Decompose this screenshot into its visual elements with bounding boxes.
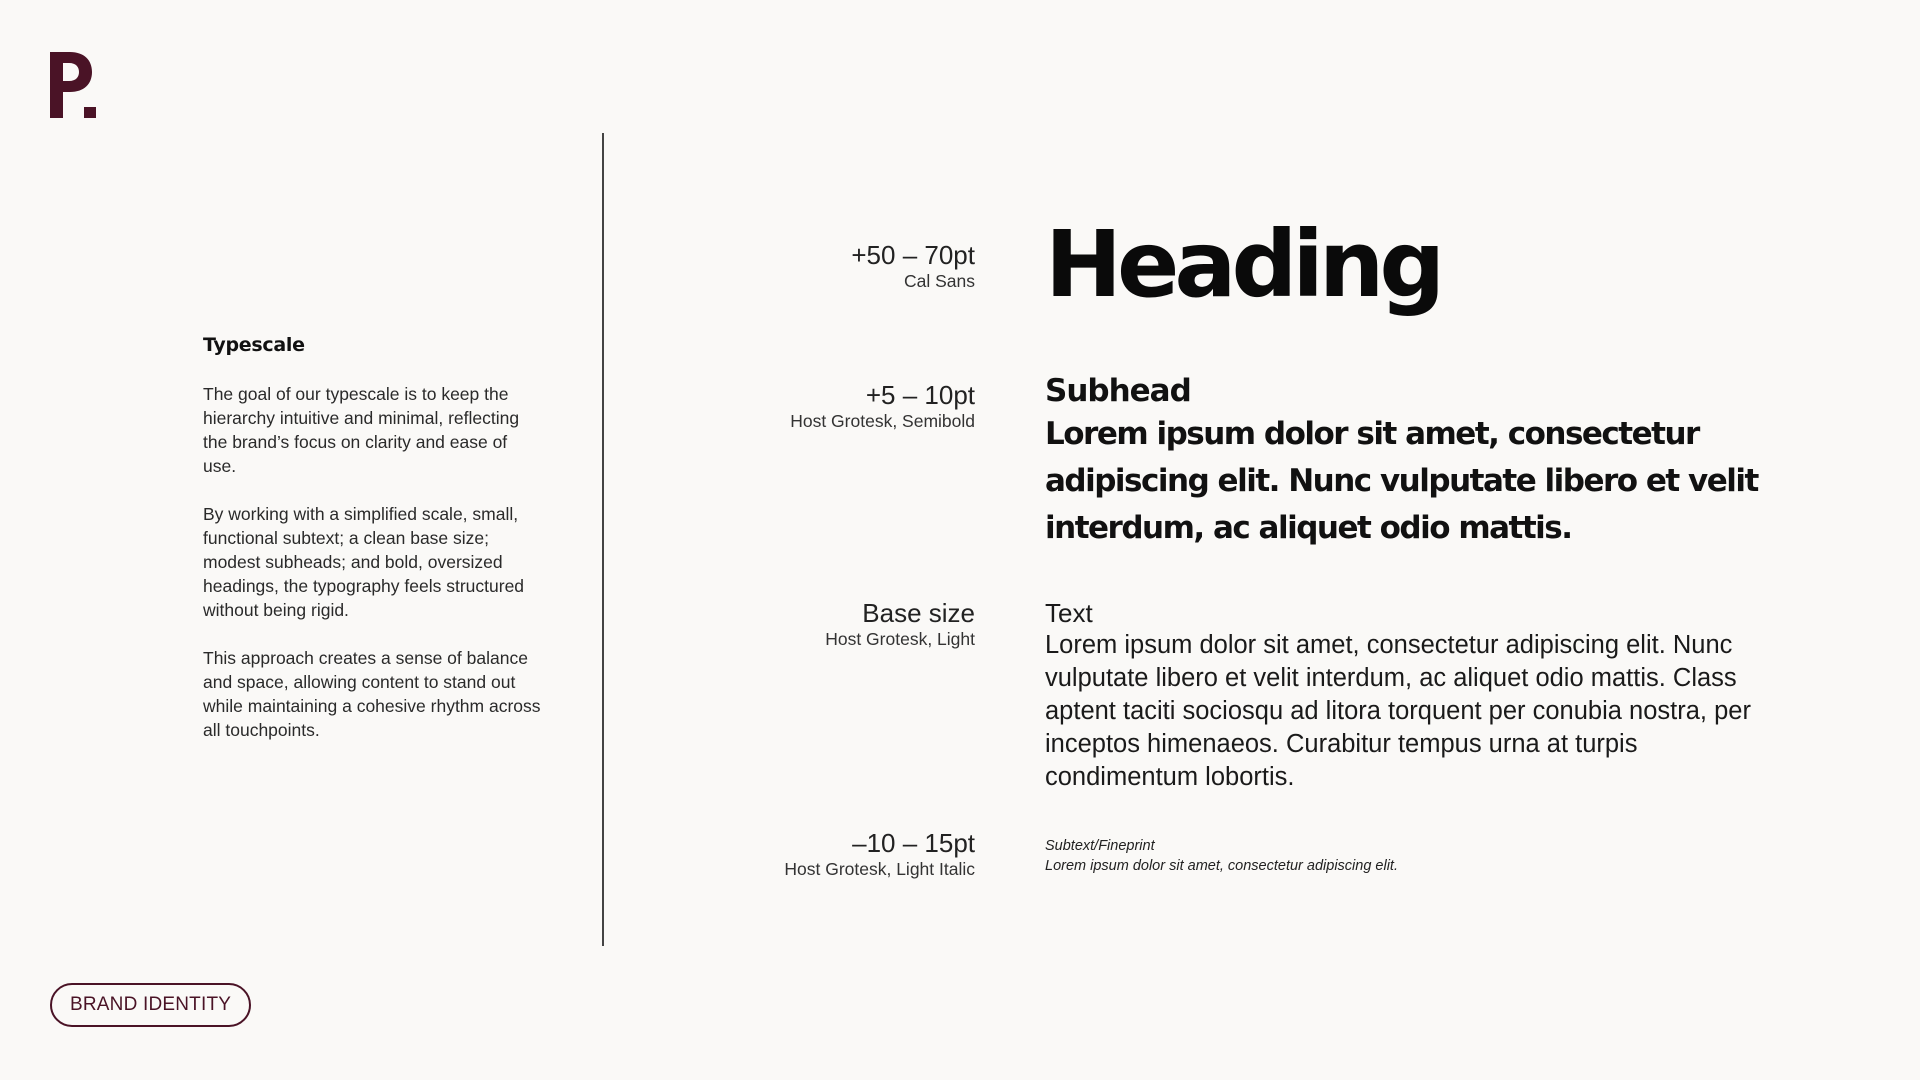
fineprint-spec — [784, 828, 975, 880]
spec-size-label: Base size — [862, 598, 975, 628]
fineprint-sample-title: Subtext/Fineprint — [1045, 838, 1155, 854]
fineprint-sample — [1045, 836, 1765, 876]
subhead-sample-body: Lorem ipsum dolor sit amet, consectetur adipiscing elit. Nunc vulputate libero et velit interdum, ac aliquet odio mattis. — [1045, 416, 1758, 546]
base-size-spec — [825, 598, 975, 650]
fineprint-sample-body: Lorem ipsum dolor sit amet, consectetur adipiscing elit. — [1045, 858, 1398, 874]
text-sample-title: Text — [1045, 598, 1093, 628]
heading-sample-text: Heading — [1045, 211, 1441, 318]
section-title: Typescale — [203, 334, 305, 356]
spec-font-label: Host Grotesk, Light Italic — [784, 859, 975, 879]
spec-size-label: –10 – 15pt — [852, 828, 975, 858]
subhead-spec — [790, 380, 975, 432]
spec-font-label: Host Grotesk, Semibold — [790, 411, 975, 431]
vertical-divider — [602, 133, 604, 946]
p-period-logo-icon — [50, 52, 98, 118]
text-sample-body: Lorem ipsum dolor sit amet, consectetur adipiscing elit. Nunc vulputate libero et velit interdum, ac aliquet odio mattis. Class aptent taciti sociosqu ad litora torquent per conubia nostra, per inceptos himenaeos. Curabitur tempus urna at turpis condimentum lobortis. — [1045, 631, 1751, 791]
brand-identity-badge: BRAND IDENTITY — [50, 983, 251, 1027]
heading-sample — [1045, 211, 1765, 318]
spec-font-label: Cal Sans — [903, 271, 975, 291]
spec-size-label: +50 – 70pt — [851, 240, 975, 270]
heading-spec — [851, 240, 975, 292]
intro-paragraph: The goal of our typescale is to keep the hierarchy intuitive and minimal, reflecting the brand’s focus on clarity and ease of use. — [203, 384, 520, 476]
intro-paragraph: By working with a simplified scale, small, functional subtext; a clean base size; modest subheads; and bold, oversized headings, the typography feels structured without being rigid. — [203, 504, 525, 620]
subhead-sample-title: Subhead — [1045, 373, 1191, 409]
intro-paragraph: This approach creates a sense of balance and space, allowing content to stand out while maintaining a cohesive rhythm across all touchpoints. — [203, 648, 541, 740]
text-sample — [1045, 597, 1765, 794]
subhead-sample — [1045, 371, 1765, 552]
typescale-intro — [203, 334, 543, 766]
spec-size-label: +5 – 10pt — [865, 380, 975, 410]
spec-font-label: Host Grotesk, Light — [825, 629, 975, 649]
